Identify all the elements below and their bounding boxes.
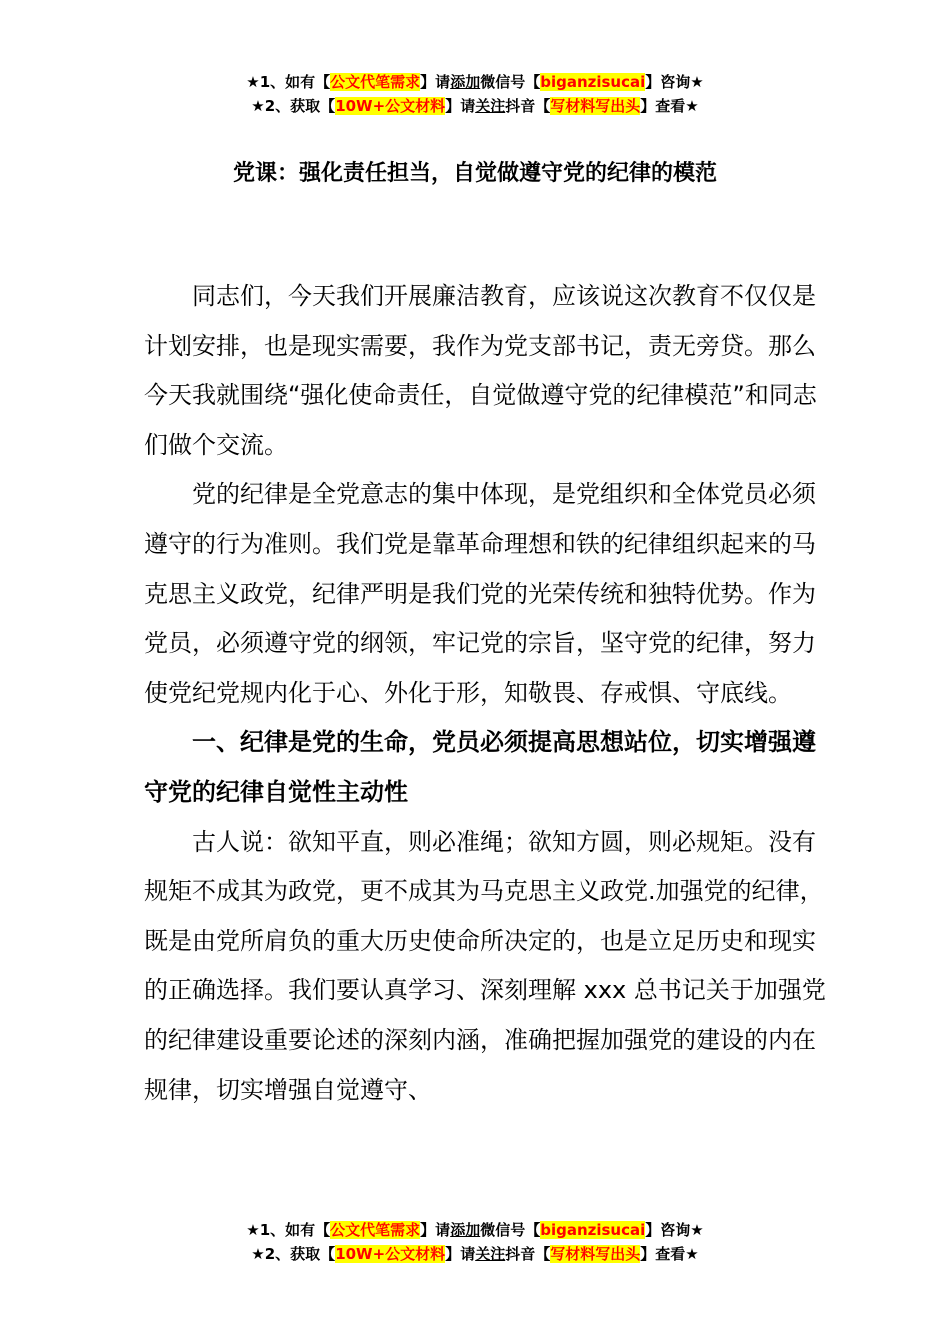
promo-highlight-service: 公文代笔需求 bbox=[330, 73, 421, 91]
promo-line-2: ★2、获取【10W+公文材料】请关注抖音【写材料写出头】查看★ bbox=[251, 1245, 699, 1263]
promo-line-2: ★2、获取【10W+公文材料】请关注抖音【写材料写出头】查看★ bbox=[251, 97, 699, 115]
document-title: 党课：强化责任担当，自觉做遵守党的纪律的模范 bbox=[232, 161, 717, 186]
promo-line-1: ★1、如有【公文代笔需求】请添加微信号【biganzisucai】咨询★ bbox=[246, 73, 704, 91]
promo-header bbox=[0, 70, 950, 118]
paragraph-intro: 同志们，今天我们开展廉洁教育，应该说这次教育不仅仅是计划安排，也是现实需要，我作为党支部书记，责无旁贷。那么今天我就围绕“强化使命责任，自觉做遵守党的纪律模范”和同志们做个交流。 bbox=[144, 282, 817, 459]
promo-footer bbox=[0, 1218, 950, 1266]
section-heading-1: 一、纪律是党的生命，党员必须提高思想站位，切实增强遵守党的纪律自觉性主动性 bbox=[144, 728, 816, 806]
promo-highlight-douyin: 写材料写出头 bbox=[550, 1245, 641, 1263]
promo-highlight-materials: 10W+公文材料 bbox=[335, 1245, 446, 1263]
document-body bbox=[144, 272, 834, 1115]
promo-highlight-douyin: 写材料写出头 bbox=[550, 97, 641, 115]
paragraph-ancient-saying: 古人说：欲知平直，则必准绳；欲知方圆，则必规矩。没有规矩不成其为政党，更不成其为马克思主义政党.加强党的纪律，既是由党所肩负的重大历史使命所决定的，也是立足历史和现实的正确选择。我们要认真学习、深刻理解 xxx 总书记关于加强党的纪律建设重要论述的深刻内涵，准确把握加强党的建设的内在规律，切实增强自觉遵守、 bbox=[144, 827, 826, 1104]
promo-highlight-materials: 10W+公文材料 bbox=[335, 97, 446, 115]
promo-highlight-wechat: biganzisucai bbox=[540, 73, 646, 91]
promo-highlight-service: 公文代笔需求 bbox=[330, 1221, 421, 1239]
promo-line-1: ★1、如有【公文代笔需求】请添加微信号【biganzisucai】咨询★ bbox=[246, 1221, 704, 1239]
paragraph-discipline: 党的纪律是全党意志的集中体现，是党组织和全体党员必须遵守的行为准则。我们党是靠革命理想和铁的纪律组织起来的马克思主义政党，纪律严明是我们党的光荣传统和独特优势。作为党员，必须遵守党的纲领，牢记党的宗旨，坚守党的纪律，努力使党纪党规内化于心、外化于形，知敬畏、存戒惧、守底线。 bbox=[144, 480, 816, 707]
promo-highlight-wechat: biganzisucai bbox=[540, 1221, 646, 1239]
